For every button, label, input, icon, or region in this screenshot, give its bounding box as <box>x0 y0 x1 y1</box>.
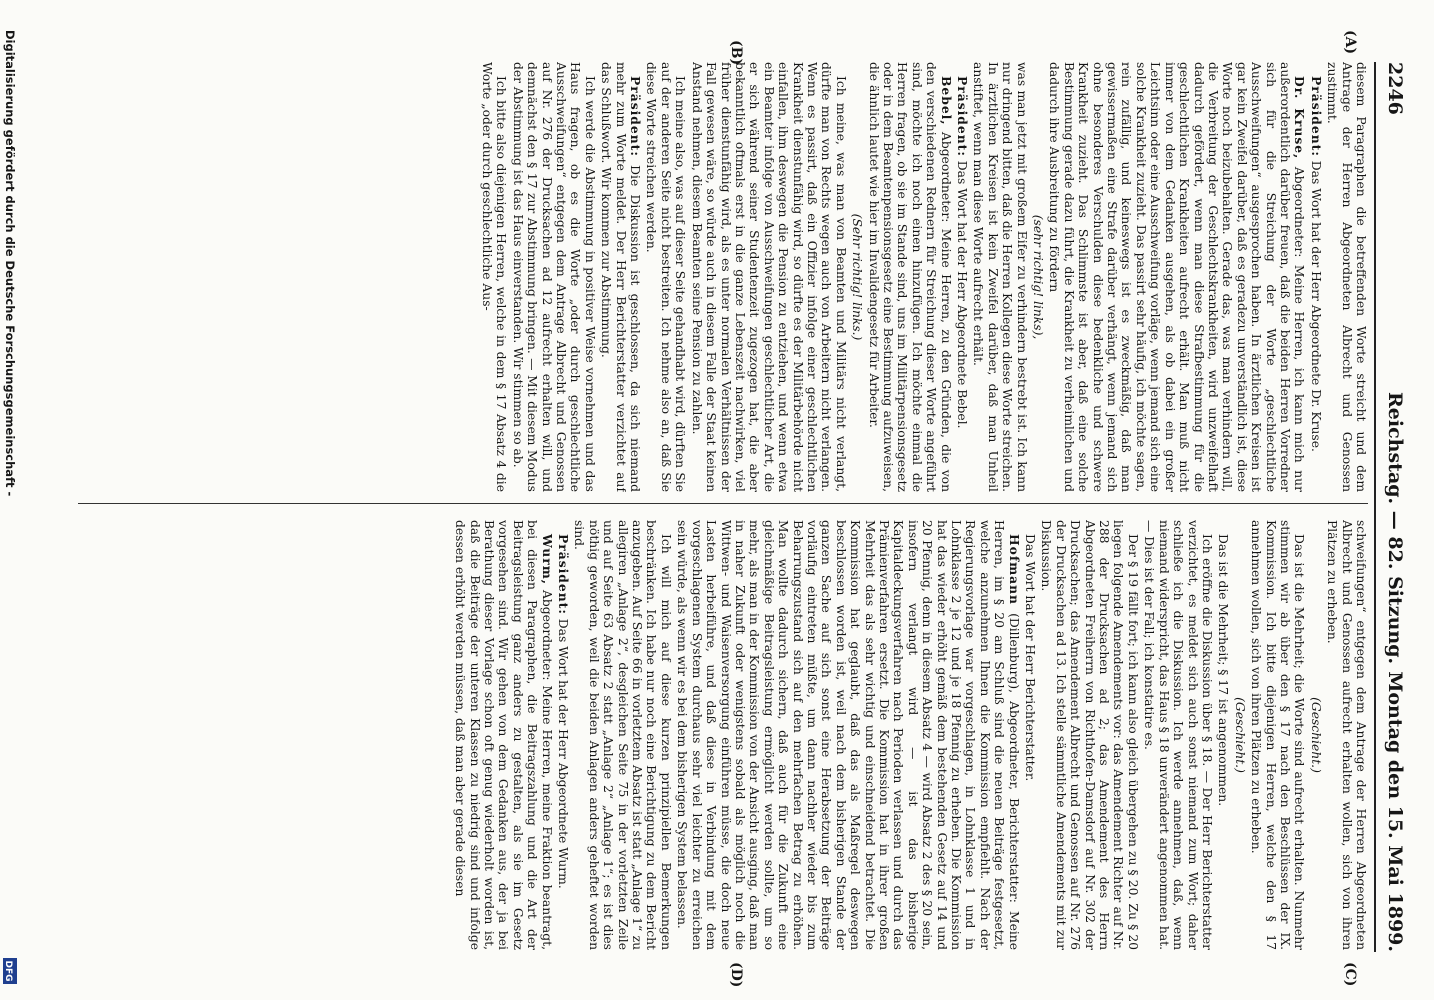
digitization-note: Digitalisierung gefördert durch die Deutsche Forschungsgemeinschaft - <box>3 30 17 497</box>
session-title: Reichstag. — 82. Sitzung. <box>1384 392 1406 665</box>
session-date: Montag den 15. Mai 1899. <box>1384 671 1406 952</box>
margin-marker-a: (A) <box>1342 30 1358 55</box>
right-column <box>78 520 1368 950</box>
dfg-logo <box>3 958 17 984</box>
margin-marker-b: (B) <box>728 40 744 66</box>
interjection: (sehr richtig! links), <box>1031 214 1046 340</box>
speaker-name: Präsident: <box>556 534 572 615</box>
column-divider <box>78 503 1368 504</box>
paragraph: Ich meine also, was auf dieser Seite gehandhabt wird, dürften Sie auf der anderen Seite nicht bestreiten. Ich nehme also an, daß Sie diese Worte streichen werden. <box>644 62 688 492</box>
paragraph <box>453 520 554 950</box>
speech-text: (Dillenburg), Abgeordneter, Berichterstatter: Meine Herren, im § 20 am Schluß sind die neuen Beiträge festgesetzt, welche anzunehmen Ihnen die Kommission empfiehlt. Nach der Regierungsvorlage war vorgeschlagen, in Lohnklasse 1 und in Lohnklasse 2 je 12 und je 18 Pfennig zu erheben. Die Kommission hat das wieder erhöht gemäß dem bestehenden Gesetz auf 14 und 20 Pfennig, denn in diesem Absatz 4 — wird Absatz 2 des § 20 sein, insofern verlangt wird — ist das bisherige Kapitaldeckungsverfahren nach Perioden verlassen und durch das Prämienverfahren ersetzt. Die Kommission hat in ihrer großen Mehrheit das als sehr wichtig und einschneidend betrachtet. Die Kommission hat geglaubt, daß das als Maßregel deswegen beschlossen worden ist, weil nach dem bisherigen Stande der ganzen Sache auf sich sonst eine Herabsetzung der Beiträge vorläufig eintreten müßte, um dann nachher wieder bis zum Beharrungszustand sich auf den mehrfachen Betrag zu erhöhen. Man wollte dadurch sichern, daß auch für die Zukunft eine gleichmäßige Beitragsleistung ermöglicht werden sollte, um so mehr, als man in der Kommission von der Ansicht ausging, daß man in naher Zukunft oder wenigstens sobald als möglich noch die Wittwen- und Waisenversorgung einführen müsse, die doch neue Lasten herbeiführe, und daß diese in Verbindung mit dem vorgeschlagenen System durchaus sehr viel leichter zu erreichen sein würde, als wenn wir es bei dem bisherigen System belassen. <box>675 520 1021 950</box>
speaker-name: Präsident: <box>955 76 971 157</box>
speech-text: Das Wort hat der Herr Abgeordnete Wurm. <box>556 618 571 889</box>
logo-text: DFG <box>3 960 13 982</box>
speaker-name: Bebel, <box>938 76 954 126</box>
speaker-name: Wurm, <box>539 534 555 586</box>
digitization-footer <box>0 0 18 1000</box>
speaker-name: Präsident: <box>1308 76 1324 157</box>
speech-text: Abgeordneter: Meine Herren, meine Fraktion beantragt, bei diesen Paragraphen, die Beitragszahlung und die Art der Beitragsleistung ganz anders zu gestalten, als sie im Gesetz vorgesehen sind. Wir gehen von dem Gedanken aus, der ja bei Berathung dieser Vorlage schon oft genug wiederholt worden ist, daß die Beiträge der unteren Klassen zu niedrig sind und infolge dessen erhöht werden müssen, daß man aber gerade diesen <box>453 520 554 950</box>
page-number: 2246 <box>1384 62 1406 115</box>
left-column <box>78 62 1368 492</box>
paragraph: schweifungen“ entgegen dem Antrage der Herren Abgeordneten Albrecht und Genossen aufrecht erhalten wollen, sich von ihren Plätzen zu erheben. <box>1325 520 1368 950</box>
paragraph <box>955 62 969 492</box>
speaker-name: Hofmann <box>1006 534 1022 605</box>
paragraph: Ich werde die Abstimmung in positiver Weise vornehmen und das Haus fragen, ob es die Worte „oder durch geschlechtliche Ausschweifungen“ entgegen dem Antrage Albrecht und Genossen auf Nr. 276 der Drucksachen ad 12 aufrecht erhalten will, und demnächst den § 17 zur Abstimmung bringen. — Mit diesem Modus der Abstimmung ist das Haus einverstanden. Wir stimmen so ab. <box>510 62 597 492</box>
margin-marker-c: (C) <box>1342 962 1358 987</box>
paragraph <box>1308 62 1322 492</box>
speech-text: Abgeordneter: Meine Herren, zu den Gründen, die von den verschiedenen Rednern für Streichung dieser Worte angeführt sind, möchte ich noch einen hinzufügen. Ich möchte einmal die Herren fragen, ob sie im Stande sind, uns im Militärpensionsgesetz oder in dem Beamtenpensionsgesetz eine Bestimmung aufzuweisen, die ähnlich lautet wie hier im Invalidengesetz für Arbeiter. <box>866 62 953 492</box>
paragraph <box>1047 62 1306 492</box>
paragraph: Ich will mich auf diese kurzen prinzipiellen Bemerkungen beschränken. Ich habe nur noch eine Berichtigung zu dem Bericht anzugeben. Auf Seite 66 in vorletztem Absatz ist statt „Anlage 1“ zu allegiren „Anlage 2“, desgleichen Seite 75 in der vorletzten Zeile und auf Seite 63 Absatz 2 statt „Anlage 2“ „Anlage 1“; es ist dies nöthig geworden, weil die beiden Anlagen anders geheftet worden sind. <box>572 520 673 950</box>
paragraph: Ich bitte also diejenigen Herren, welche in dem § 17 Absatz 4 die Worte „oder durch geschlechtliche Aus- <box>480 62 509 492</box>
paragraph: Das ist die Mehrheit; die Worte sind aufrecht erhalten. Nunmehr stimmen wir ab über den § 17 nach den Beschlüssen der IX. Kommission. Ich bitte diejenigen Herren, welche den § 17 annehmen wollen, sich von ihren Plätzen zu erheben. <box>1249 520 1307 950</box>
paragraph: Der § 19 fällt fort; ich kann also gleich übergehen zu § 20. Zu § 20 liegen folgende Amendements vor: das Amendement Richter auf Nr. 288 der Drucksachen ad 2; das Amendement des Herrn Abgeordneten Freiherrn von Richthofen-Damsdorf auf Nr. 302 der Drucksachen; das Amendement Albrecht und Genossen auf Nr. 276 der Drucksachen ad 13. Ich stelle sämmtliche Amendements mit zur Diskussion. <box>1039 520 1140 950</box>
paragraph: was man jetzt mit großem Eifer zu verhindern bestrebt ist. Ich kann nur dringend bitten, daß die Herren Kollegen diese Worte streichen. In ärztlichen Kreisen ist kein Zweifel darüber, daß man Unheil anstiftet, wenn man diese Worte aufrecht erhält. <box>971 62 1029 492</box>
header-rule <box>1374 62 1376 952</box>
speech-text: Die Diskussion ist geschlossen, da sich niemand mehr zum Worte meldet. Der Herr Berichterstatter verzichtet auf das Schlußwort. Wir kommen zur Abstimmung. <box>599 62 643 492</box>
interjection: (Sehr richtig! links.) <box>850 213 865 341</box>
speech-text: Das Wort hat der Herr Abgeordnete Bebel. <box>955 160 970 429</box>
paragraph <box>599 62 642 492</box>
paragraph: diesem Paragraphen die betreffenden Worte streicht und dem Antrage der Herren Abgeordneten Albrecht und Genossen zustimmt. <box>1325 62 1368 492</box>
speaker-name: Dr. Kruse, <box>1292 76 1308 160</box>
paragraph <box>866 62 952 492</box>
paragraph: Ich meine, was man von Beamten und Militärs nicht verlangt, dürfte man von Rechts wegen auch von Arbeitern nicht verlangen. Wenn es passirt, daß ein Offizier infolge einer geschlechtlichen Krankheit dienstunfähig wird, so dürfte es der Militärbehörde nicht einfallen, ihm deswegen die Pension zu entziehen, und wenn etwa ein Beamter infolge von Ausschweifungen geschlechtlicher Art, die er sich während seiner Studentenzeit zugezogen hat, die aber bekanntlich oftmals erst in die ganze Lebenszeit nachwirken, viel früher dienstunfähig wird, als es unter normalen Verhältnissen der Fall gewesen wäre, so würde auch in diesem Falle der Staat keinen Anstand nehmen, diesem Beamten seine Pension zu zahlen. <box>689 62 848 492</box>
paragraph <box>556 520 570 950</box>
paragraph: Das Wort hat der Herr Berichterstatter. <box>1023 534 1038 782</box>
paragraph: Ich eröffne die Diskussion über § 18. — Der Herr Berichterstatter verzichtet, es meldet sich auch sonst niemand zum Wort; daher schließe ich die Diskussion. Ich werde annehmen, daß, wenn niemand widerspricht, das Haus § 18 unverändert angenommen hat. — Dies ist der Fall; ich konstatire es. <box>1142 520 1214 950</box>
paragraph <box>675 520 1021 950</box>
speech-text: Das Wort hat der Herr Abgeordnete Dr. Kruse. <box>1308 160 1323 452</box>
speech-text: Abgeordneter: Meine Herren, ich kann mich nur außerordentlich darüber freuen, daß die beiden Herren Vorredner sich für die Streichung der Worte „geschlechtliche Ausschweifungen“ ausgesprochen haben. In ärztlichen Kreisen ist gar kein Zweifel darüber, daß es geradezu unverständlich ist, diese Worte noch beizubehalten. Gerade das, was man verhindern will, die Verbreitung der Geschlechtskrankheiten, wird unzweifelhaft dadurch gefördert, wenn man diese Strafbestimmung für die geschlechtlichen Krankheiten aufrecht erhält. Man muß nicht immer von dem Gedanken ausgehen, als ob dabei ein großer Leichtsinn oder eine Ausschweifung vorläge, wenn jemand sich eine solche Krankheit zuzieht. Das passirt sehr häufig, ich möchte sagen, rein zufällig, und keineswegs ist es zweckmäßig, daß man gewissermaßen eine Strafe darüber verhängt, wenn jemand sich ohne besonderes Verschulden diese bedenkliche und schwere Krankheit zuzieht. Das Schlimmste ist aber, daß eine solche Bestimmung gerade dazu führt, die Krankheit zu verheimlichen und dadurch ihre Ausbreitung zu fördern <box>1047 62 1307 492</box>
interjection: (Geschieht.) <box>1308 697 1323 773</box>
interjection: (Geschieht.) <box>1232 697 1247 773</box>
speaker-name: Präsident: <box>628 76 644 157</box>
running-head <box>1376 62 1406 952</box>
margin-marker-d: (D) <box>728 962 744 988</box>
paragraph: Das ist die Mehrheit; § 17 ist angenommen. <box>1216 534 1231 807</box>
